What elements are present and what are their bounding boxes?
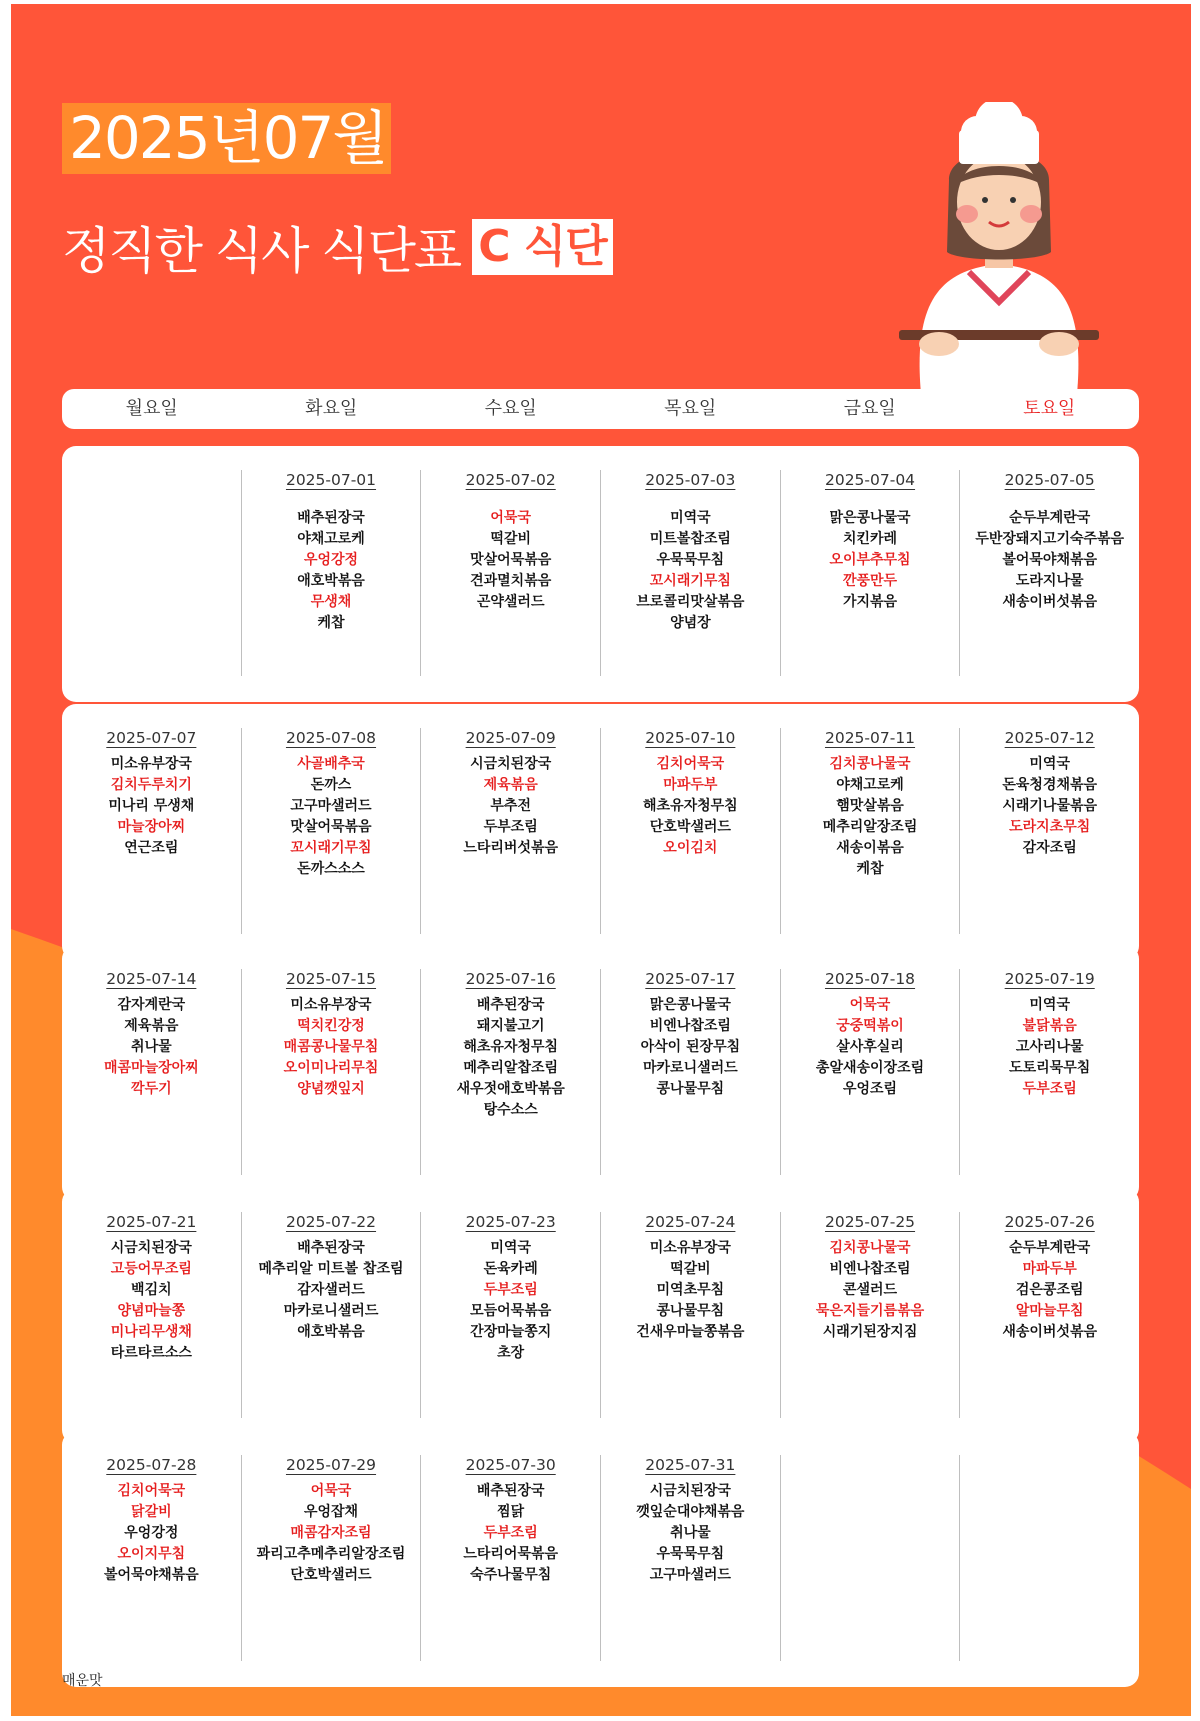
dish-item: 콩나물무침 xyxy=(656,1303,725,1319)
day-date: 2025-07-01 xyxy=(285,471,377,489)
dish-item: 야채고로케 xyxy=(836,777,904,793)
dish-item: 애호박볶음 xyxy=(297,573,365,589)
dish-item: 새우젓애호박볶음 xyxy=(456,1081,565,1097)
dish-item: 맑은콩나물국 xyxy=(649,997,731,1013)
day-cell xyxy=(241,728,421,934)
dish-item: 탕수소스 xyxy=(483,1102,538,1118)
dish-item-spicy: 양념깻잎지 xyxy=(297,1081,365,1097)
dish-item-spicy: 어묵국 xyxy=(310,1483,352,1499)
weekday-header xyxy=(62,389,1139,429)
dish-item: 콩나물무침 xyxy=(656,1081,725,1097)
dish-item: 제육볶음 xyxy=(124,1018,179,1034)
dish-item-spicy: 매콤마늘장아찌 xyxy=(104,1060,199,1076)
title-row xyxy=(62,214,613,280)
dish-item-spicy: 떡치킨강정 xyxy=(297,1018,365,1034)
dish-item: 미역국 xyxy=(490,1240,531,1256)
dish-item: 치킨카레 xyxy=(842,531,898,547)
weekday-mon: 월요일 xyxy=(125,398,178,419)
dish-item: 미역국 xyxy=(1029,997,1070,1013)
week-row xyxy=(62,1431,1139,1687)
dish-item: 새송이볶음 xyxy=(836,840,904,856)
dish-item: 돈까스 xyxy=(310,777,352,793)
dish-item: 느타리어묵볶음 xyxy=(463,1546,559,1562)
dish-item: 아삭이 된장무침 xyxy=(640,1039,741,1055)
dish-item: 양념장 xyxy=(670,615,711,631)
day-date: 2025-07-18 xyxy=(824,970,916,988)
dish-item: 마카로니샐러드 xyxy=(283,1303,379,1319)
dish-item: 해초유자청무침 xyxy=(463,1039,559,1055)
day-cell xyxy=(600,1455,780,1661)
dish-item-spicy: 오이김치 xyxy=(663,840,718,856)
weekday-fri: 금요일 xyxy=(843,398,896,419)
day-date: 2025-07-11 xyxy=(824,729,916,747)
dish-item: 우엉조림 xyxy=(842,1081,898,1097)
dish-item: 비엔나찹조림 xyxy=(829,1261,911,1277)
dish-item: 돈까스소스 xyxy=(297,861,365,877)
dish-item: 간장마늘쫑지 xyxy=(470,1324,552,1340)
day-cell xyxy=(62,1455,241,1661)
dish-item: 떡갈비 xyxy=(670,1261,711,1277)
dish-item: 메추리알 미트볼 찹조림 xyxy=(258,1261,404,1277)
dish-item: 가지볶음 xyxy=(842,594,898,610)
day-cell xyxy=(420,728,600,934)
dish-item: 마카로니샐러드 xyxy=(643,1060,738,1076)
dish-item: 우묵묵무침 xyxy=(656,1546,725,1562)
day-date: 2025-07-31 xyxy=(645,1456,736,1474)
day-date: 2025-07-15 xyxy=(285,970,377,988)
dish-item: 두반장돼지고기숙주볶음 xyxy=(975,531,1125,547)
day-cell xyxy=(62,1212,241,1418)
dish-item-spicy: 불닭볶음 xyxy=(1022,1018,1077,1034)
dish-item: 미소유부장국 xyxy=(110,756,192,772)
day-date: 2025-07-19 xyxy=(1004,970,1095,988)
dish-item: 맛살어묵볶음 xyxy=(470,552,552,568)
day-cell xyxy=(959,470,1139,676)
dish-item: 깻잎순대야채볶음 xyxy=(636,1504,745,1520)
day-date: 2025-07-22 xyxy=(285,1213,377,1231)
dish-item: 케찹 xyxy=(856,861,884,877)
dish-item-spicy: 우엉강정 xyxy=(303,552,359,568)
dish-item: 볼어묵야채볶음 xyxy=(1002,552,1098,568)
day-cell xyxy=(241,969,421,1175)
day-date: 2025-07-28 xyxy=(106,1456,197,1474)
dish-item: 감자조림 xyxy=(1022,840,1077,856)
day-cell xyxy=(420,969,600,1175)
dish-item-spicy: 어묵국 xyxy=(849,997,891,1013)
dish-item-spicy: 양념마늘쫑 xyxy=(117,1303,186,1319)
dish-item: 타르타르소스 xyxy=(110,1345,192,1361)
dish-item-spicy: 두부조림 xyxy=(1022,1081,1077,1097)
dish-item: 돼지불고기 xyxy=(476,1018,545,1034)
dish-item: 연근조림 xyxy=(124,840,179,856)
spicy-legend: 매운맛 xyxy=(62,1673,103,1689)
week-row xyxy=(62,945,1139,1201)
day-date: 2025-07-29 xyxy=(285,1456,377,1474)
dish-item: 도라지나물 xyxy=(1015,573,1084,589)
dish-item: 취나물 xyxy=(131,1039,172,1055)
dish-item: 미트볼찹조림 xyxy=(649,531,731,547)
dish-item: 야채고로케 xyxy=(297,531,365,547)
day-date: 2025-07-16 xyxy=(465,970,556,988)
weekday-tue: 화요일 xyxy=(305,398,358,419)
dish-item: 미역국 xyxy=(1029,756,1070,772)
dish-item-spicy: 두부조림 xyxy=(483,1282,538,1298)
dish-item: 볼어묵야채볶음 xyxy=(104,1567,199,1583)
dish-item: 찜닭 xyxy=(497,1504,525,1520)
day-cell xyxy=(600,969,780,1175)
month-label: 2025년07월 xyxy=(62,103,391,174)
dish-item: 두부조림 xyxy=(483,819,538,835)
day-date: 2025-07-26 xyxy=(1004,1213,1095,1231)
day-cell xyxy=(62,969,241,1175)
day-cell xyxy=(959,969,1139,1175)
dish-item-spicy: 오이부추무침 xyxy=(829,552,911,568)
dish-item-spicy: 닭갈비 xyxy=(131,1504,172,1520)
dish-item: 비엔나찹조림 xyxy=(649,1018,731,1034)
dish-item: 미역국 xyxy=(670,510,711,526)
dish-item: 취나물 xyxy=(670,1525,711,1541)
dish-item-spicy: 김치콩나물국 xyxy=(829,1240,911,1256)
dish-item: 시금치된장국 xyxy=(649,1483,731,1499)
dish-item: 도토리묵무침 xyxy=(1009,1060,1091,1076)
day-date: 2025-07-14 xyxy=(106,970,197,988)
weekday-thu: 목요일 xyxy=(664,398,717,419)
dish-item: 감자샐러드 xyxy=(297,1282,365,1298)
day-date: 2025-07-23 xyxy=(465,1213,556,1231)
day-date: 2025-07-24 xyxy=(645,1213,736,1231)
dish-item: 부추전 xyxy=(490,798,531,814)
dish-item: 맛살어묵볶음 xyxy=(290,819,372,835)
dish-item: 해초유자청무침 xyxy=(643,798,738,814)
dish-item: 배추된장국 xyxy=(476,1483,545,1499)
day-date: 2025-07-04 xyxy=(824,471,916,489)
dish-item: 미나리 무생채 xyxy=(108,798,195,814)
dish-item: 총알새송이장조림 xyxy=(815,1060,925,1076)
dish-item-spicy: 깍두기 xyxy=(131,1081,172,1097)
day-cell xyxy=(420,470,600,676)
dish-item: 견과멸치볶음 xyxy=(470,573,552,589)
day-date: 2025-07-07 xyxy=(106,729,197,747)
dish-item-spicy: 궁중떡볶이 xyxy=(836,1018,904,1034)
dish-item: 고사리나물 xyxy=(1015,1039,1084,1055)
dish-item: 고구마샐러드 xyxy=(290,798,372,814)
day-date: 2025-07-17 xyxy=(645,970,736,988)
dish-item: 돈육청경채볶음 xyxy=(1002,777,1098,793)
dish-item-spicy: 묵은지들기름볶음 xyxy=(815,1303,925,1319)
dish-item-spicy: 매콤콩나물무침 xyxy=(283,1039,379,1055)
dish-item-spicy: 꼬시래기무침 xyxy=(290,840,372,856)
dish-item-spicy: 마늘장아찌 xyxy=(117,819,186,835)
day-date: 2025-07-02 xyxy=(465,471,556,489)
dish-item: 순두부계란국 xyxy=(1009,510,1091,526)
dish-item: 햄맛살볶음 xyxy=(836,798,904,814)
dish-item: 모듬어묵볶음 xyxy=(470,1303,552,1319)
dish-item: 시금치된장국 xyxy=(110,1240,192,1256)
day-cell xyxy=(780,470,960,676)
dish-item: 새송이버섯볶음 xyxy=(1002,594,1098,610)
dish-item: 우묵묵무침 xyxy=(656,552,725,568)
day-date: 2025-07-30 xyxy=(465,1456,556,1474)
weekday-wed: 수요일 xyxy=(484,398,537,419)
day-cell xyxy=(241,1212,421,1418)
dish-item: 새송이버섯볶음 xyxy=(1002,1324,1098,1340)
dish-item: 단호박샐러드 xyxy=(290,1567,372,1583)
week-row xyxy=(62,704,1139,960)
dish-item-spicy: 마파두부 xyxy=(1022,1261,1077,1277)
dish-item: 건새우마늘쫑볶음 xyxy=(636,1324,745,1340)
dish-item-spicy: 제육볶음 xyxy=(483,777,538,793)
day-date: 2025-07-03 xyxy=(645,471,736,489)
day-cell xyxy=(600,1212,780,1418)
dish-item: 시금치된장국 xyxy=(470,756,552,772)
dish-item: 감자계란국 xyxy=(117,997,186,1013)
menu-poster xyxy=(11,4,1191,1716)
dish-item: 배추된장국 xyxy=(297,510,365,526)
dish-item-spicy: 김치어묵국 xyxy=(656,756,725,772)
day-date: 2025-07-05 xyxy=(1004,471,1095,489)
dish-item: 콘샐러드 xyxy=(842,1282,898,1298)
dish-item-spicy: 사골배추국 xyxy=(297,756,365,772)
dish-item: 미소유부장국 xyxy=(649,1240,731,1256)
dish-item: 미역초무침 xyxy=(656,1282,725,1298)
week-row xyxy=(62,1188,1139,1444)
dish-item-spicy: 도라지초무침 xyxy=(1009,819,1091,835)
day-cell xyxy=(780,728,960,934)
dish-item: 곤약샐러드 xyxy=(476,594,545,610)
dish-item-spicy: 꼬시래기무침 xyxy=(649,573,731,589)
dish-item-spicy: 마파두부 xyxy=(663,777,718,793)
dish-item-spicy: 오이미나리무침 xyxy=(283,1060,379,1076)
dish-item: 배추된장국 xyxy=(476,997,545,1013)
dish-item-spicy: 김치어묵국 xyxy=(117,1483,186,1499)
day-cell xyxy=(959,728,1139,934)
dish-item: 돈육카레 xyxy=(483,1261,538,1277)
dish-item-spicy: 김치두루치기 xyxy=(110,777,192,793)
day-cell xyxy=(62,728,241,934)
week-row xyxy=(62,446,1139,702)
day-cell xyxy=(780,1455,960,1661)
dish-item: 고구마샐러드 xyxy=(649,1567,731,1583)
day-date: 2025-07-10 xyxy=(645,729,736,747)
day-cell xyxy=(62,470,241,676)
chef-illustration xyxy=(899,102,1099,394)
day-cell xyxy=(241,1455,421,1661)
dish-item: 살사후실리 xyxy=(836,1039,904,1055)
dish-item: 꽈리고추메추리알장조림 xyxy=(256,1546,406,1562)
dish-item: 백김치 xyxy=(131,1282,172,1298)
dish-item: 시래기나물볶음 xyxy=(1002,798,1098,814)
dish-item-spicy: 깐풍만두 xyxy=(842,573,898,589)
dish-item: 단호박샐러드 xyxy=(649,819,731,835)
dish-item: 우엉강정 xyxy=(124,1525,179,1541)
dish-item-spicy: 미나리무생채 xyxy=(110,1324,192,1340)
dish-item: 메추리알장조림 xyxy=(822,819,918,835)
dish-item: 우엉잡채 xyxy=(303,1504,359,1520)
day-date: 2025-07-09 xyxy=(465,729,556,747)
dish-item: 케찹 xyxy=(317,615,345,631)
dish-item: 메추리알찹조림 xyxy=(463,1060,559,1076)
day-cell xyxy=(600,470,780,676)
dish-item-spicy: 두부조림 xyxy=(483,1525,538,1541)
dish-item: 배추된장국 xyxy=(297,1240,365,1256)
page-title: 정직한 식사 식단표 xyxy=(62,222,461,280)
weekday-sat: 토요일 xyxy=(1023,398,1076,419)
plan-badge: C 식단 xyxy=(472,219,613,275)
dish-item-spicy: 김치콩나물국 xyxy=(829,756,911,772)
dish-item: 초장 xyxy=(497,1345,525,1361)
dish-item: 애호박볶음 xyxy=(297,1324,365,1340)
dish-item-spicy: 무생채 xyxy=(310,594,352,610)
dish-item-spicy: 고등어무조림 xyxy=(110,1261,192,1277)
day-date: 2025-07-25 xyxy=(824,1213,916,1231)
day-date: 2025-07-21 xyxy=(106,1213,197,1231)
dish-item: 검은콩조림 xyxy=(1015,1282,1084,1298)
day-cell xyxy=(959,1212,1139,1418)
day-date: 2025-07-12 xyxy=(1004,729,1095,747)
day-cell xyxy=(420,1455,600,1661)
dish-item-spicy: 알마늘무침 xyxy=(1015,1303,1084,1319)
day-cell xyxy=(600,728,780,934)
dish-item: 맑은콩나물국 xyxy=(829,510,911,526)
dish-item-spicy: 어묵국 xyxy=(490,510,531,526)
dish-item: 순두부계란국 xyxy=(1009,1240,1091,1256)
dish-item: 시래기된장지짐 xyxy=(822,1324,918,1340)
day-cell xyxy=(959,1455,1139,1661)
dish-item: 숙주나물무침 xyxy=(470,1567,552,1583)
dish-item: 미소유부장국 xyxy=(290,997,372,1013)
day-cell xyxy=(780,1212,960,1418)
dish-item-spicy: 오이지무침 xyxy=(117,1546,186,1562)
day-cell xyxy=(780,969,960,1175)
day-date: 2025-07-08 xyxy=(285,729,377,747)
day-cell xyxy=(420,1212,600,1418)
dish-item-spicy: 매콤감자조림 xyxy=(290,1525,372,1541)
dish-item: 브로콜리맛살볶음 xyxy=(636,594,745,610)
day-cell xyxy=(241,470,421,676)
dish-item: 떡갈비 xyxy=(490,531,531,547)
dish-item: 느타리버섯볶음 xyxy=(463,840,559,856)
